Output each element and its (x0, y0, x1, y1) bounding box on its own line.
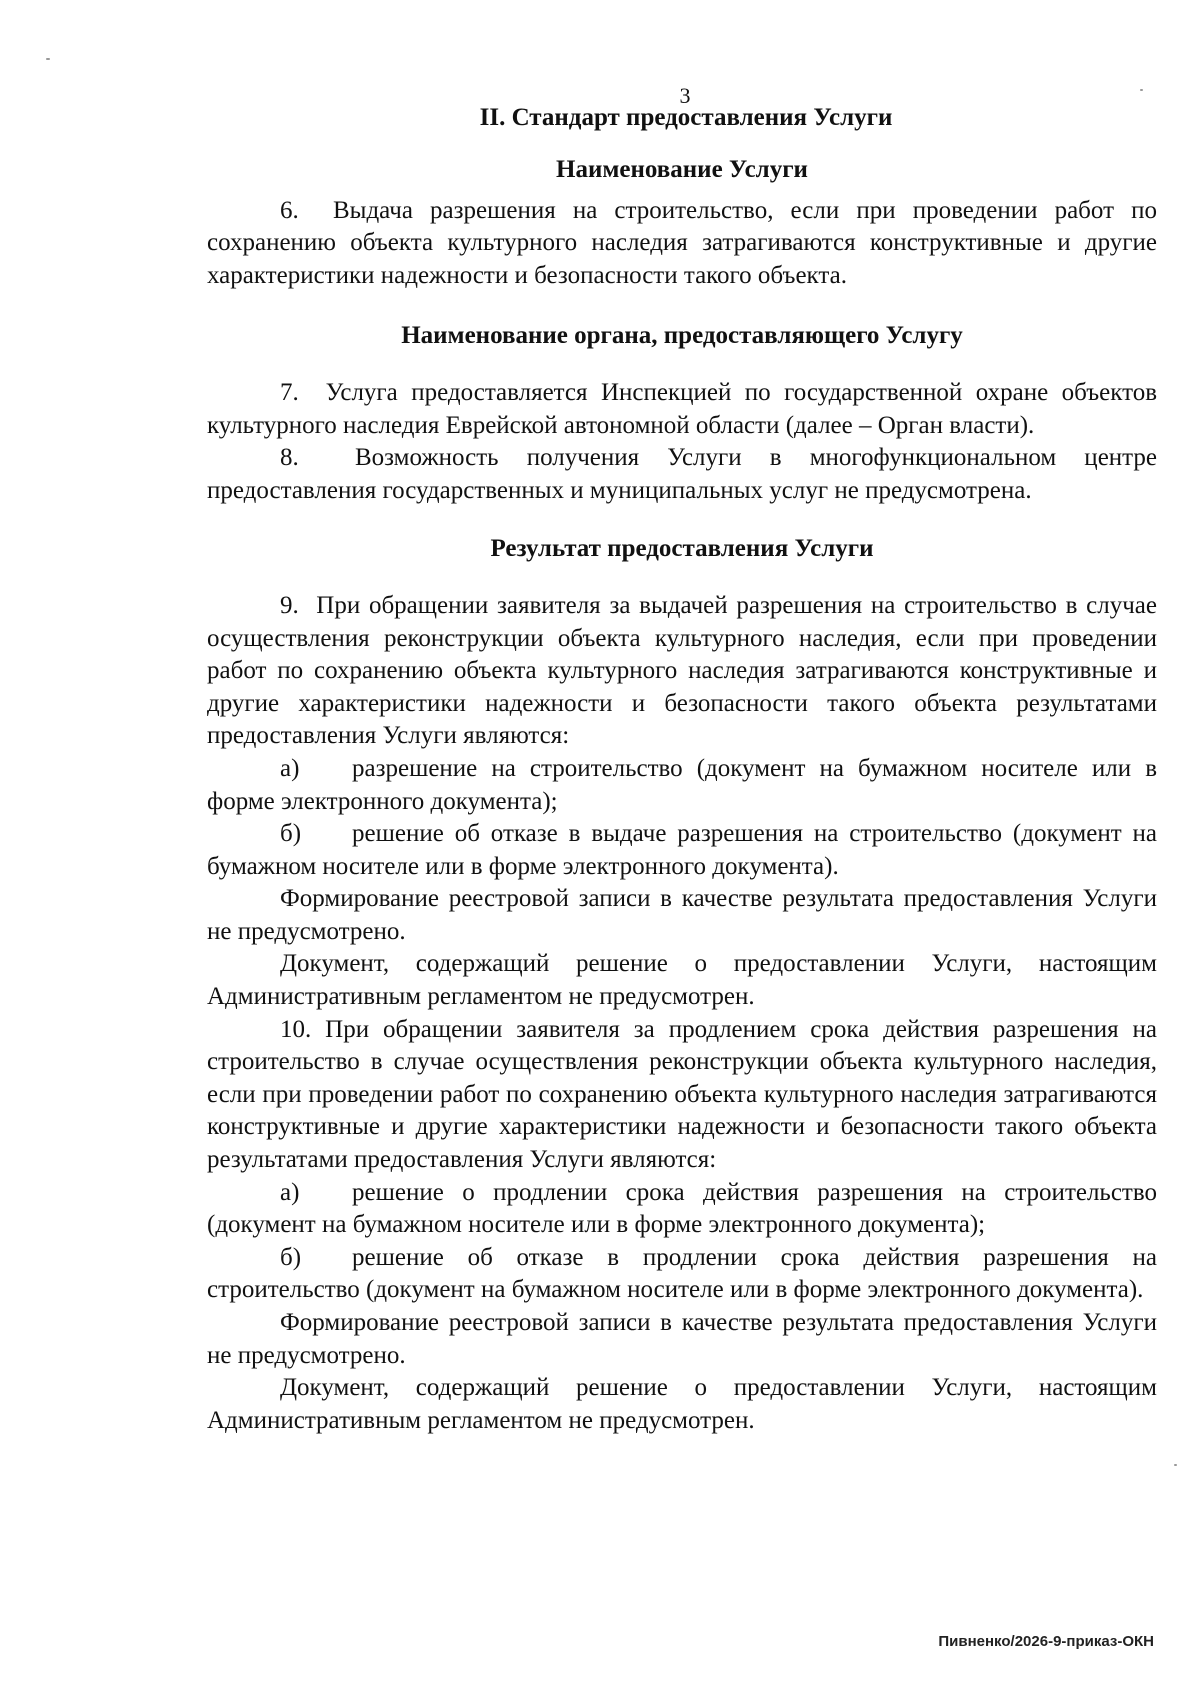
paragraph-6: 6. Выдача разрешения на строительство, если при проведении работ по сохранению объекта культурного наследия затрагиваются конструктивные и другие характеристики надежности и безопасности такого объекта. (207, 196, 1157, 289)
list-item-9a (207, 753, 1157, 818)
paragraph-8: 8. Возможность получения Услуги в многофункциональном центре предоставления государственных и муниципальных услуг не предусмотрена. (207, 444, 1157, 504)
list-marker: б) (280, 820, 302, 848)
section-title: II. Стандарт предоставления Услуги (479, 104, 893, 131)
heading-organ: Наименование органа, предоставляющего Услугу (401, 322, 963, 350)
list-item-10a (207, 1177, 1157, 1242)
scan-speck (1140, 89, 1143, 91)
heading-service-name: Наименование Услуги (556, 156, 808, 183)
paragraph-10-registry: Формирование реестровой записи в качестве результата предоставления Услуги не предусмотрено. (207, 1309, 1157, 1369)
list-item-9b (207, 818, 1157, 883)
paragraph-10-document: Документ, содержащий решение о предоставлении Услуги, настоящим Административным регламентом не предусмотрен. (207, 1374, 1157, 1434)
paragraph-7: 7. Услуга предоставляется Инспекцией по государственной охране объектов культурного наследия Еврейской автономной области (далее – Орган власти). (207, 378, 1157, 439)
document-body (207, 148, 1157, 1437)
list-marker: а) (280, 754, 300, 782)
page-number: 3 (679, 83, 691, 108)
paragraph-9-registry: Формирование реестровой записи в качестве результата предоставления Услуги не предусмотрено. (207, 885, 1157, 945)
footer-document-code: Пивненко/2026-9-приказ-ОКН (938, 1633, 1154, 1650)
paragraph-10: 10. При обращении заявителя за продлением срока действия разрешения на строительство в случае осуществления реконструкции объекта культурного наследия, если при проведении работ по сохранению объекта культурного наследия затрагиваются конструктивные и другие характеристики надежности и безопасности такого объекта результатами предоставления Услуги являются: (207, 1015, 1157, 1174)
list-item-text: решение об отказе в выдаче разрешения на строительство (документ на бумажном носителе или в форме электронного документа). (207, 820, 1157, 880)
list-item-text: решение о продлении срока действия разрешения на строительство (документ на бумажном носителе или в форме электронного документа); (207, 1178, 1157, 1239)
list-item-text: решение об отказе в продлении срока действия разрешения на строительство (документ на бумажном носителе или в форме электронного документа). (207, 1243, 1157, 1304)
paragraph-9-document: Документ, содержащий решение о предоставлении Услуги, настоящим Административным регламентом не предусмотрен. (207, 950, 1157, 1011)
scan-speck (46, 58, 50, 60)
list-marker: а) (280, 1178, 300, 1206)
list-marker: б) (280, 1243, 302, 1271)
scan-speck (1174, 1464, 1177, 1466)
list-item-text: разрешение на строительство (документ на бумажном носителе или в форме электронного документа); (207, 754, 1157, 815)
heading-result: Результат предоставления Услуги (490, 535, 874, 563)
list-item-10b (207, 1242, 1157, 1307)
paragraph-9: 9. При обращении заявителя за выдачей разрешения на строительство в случае осуществления реконструкции объекта культурного наследия, если при проведении работ по сохранению объекта культурного наследия затрагиваются конструктивные и другие характеристики надежности и безопасности такого объекта результатами предоставления Услуги являются: (207, 591, 1157, 750)
